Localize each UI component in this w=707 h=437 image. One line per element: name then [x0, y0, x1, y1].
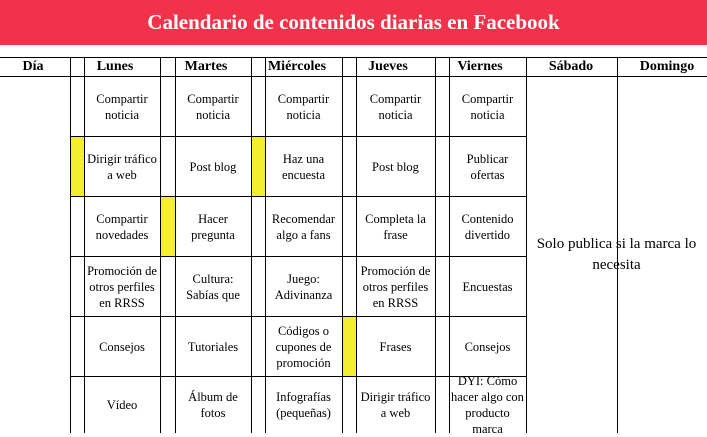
calendar-cell: Dirigir tráfico a web	[360, 390, 431, 420]
column-header-5: Viernes	[457, 59, 503, 74]
highlight-marker	[343, 317, 356, 376]
calendar-cell: Contenido divertido	[461, 211, 514, 242]
header-top-line	[0, 57, 707, 58]
column-line	[251, 57, 252, 433]
calendar-cell: Vídeo	[106, 398, 138, 412]
calendar-cell: Post blog	[372, 159, 419, 174]
column-header-2: Martes	[184, 59, 228, 74]
calendar-cell: Recomendar algo a fans	[271, 211, 336, 242]
column-header-4: Jueves	[368, 59, 408, 74]
calendar-cell: Promoción de otros perfiles en RRSS	[360, 263, 431, 310]
calendar-cell: Códigos o cupones de promoción	[275, 323, 332, 370]
column-header-1: Lunes	[96, 59, 134, 74]
calendar-cell: Compartir noticia	[461, 91, 514, 122]
calendar-cell: Compartir noticia	[187, 91, 239, 122]
calendar-cell: Dirigir tráfico a web	[87, 151, 157, 182]
calendar-cell: Juego: Adivinanza	[274, 271, 333, 302]
column-header-6: Sábado	[548, 59, 594, 74]
calendar-cell: Tutoriales	[187, 339, 239, 354]
calendar-cell: Compartir noticia	[277, 91, 330, 122]
calendar-cell: DYI: Cómo hacer algo con producto marca	[451, 374, 524, 436]
calendar-cell: Hacer pregunta	[191, 211, 235, 242]
calendar-cell: Infografías (pequeñas)	[276, 390, 331, 420]
calendar-cell: Consejos	[99, 339, 145, 354]
column-inner-line	[356, 57, 357, 433]
weekend-note: Solo publica si la marca lo necesita	[536, 235, 697, 273]
calendar-cell: Compartir novedades	[95, 211, 149, 242]
column-inner-line	[265, 57, 266, 433]
calendar-cell: Post blog	[189, 159, 237, 174]
page-title: Calendario de contenidos diarias en Facebook	[0, 0, 707, 45]
calendar-cell: Compartir noticia	[369, 91, 422, 122]
column-inner-line	[84, 57, 85, 433]
calendar-cell: Consejos	[464, 339, 511, 354]
column-line	[70, 57, 71, 433]
calendar-cell: Cultura: Sabías que	[186, 271, 240, 302]
calendar-cell: Haz una encuesta	[281, 151, 326, 182]
highlight-marker	[252, 137, 265, 196]
calendar-cell: Publicar ofertas	[466, 151, 509, 182]
calendar-cell: Promoción de otros perfiles en RRSS	[87, 263, 157, 310]
column-header-0: Día	[22, 59, 44, 74]
calendar-cell: Compartir noticia	[96, 91, 148, 122]
column-line	[342, 57, 343, 433]
calendar-cell: Álbum de fotos	[188, 390, 238, 420]
highlight-marker	[71, 137, 84, 196]
calendar-cell: Completa la frase	[365, 211, 426, 242]
highlight-marker	[161, 197, 175, 256]
column-inner-line	[449, 57, 450, 433]
column-line	[435, 57, 436, 433]
column-header-3: Miércoles	[267, 59, 327, 74]
calendar-cell: Encuestas	[462, 279, 513, 294]
calendar-cell: Frases	[379, 339, 412, 354]
column-inner-line	[175, 57, 176, 433]
column-header-7: Domingo	[639, 59, 695, 74]
